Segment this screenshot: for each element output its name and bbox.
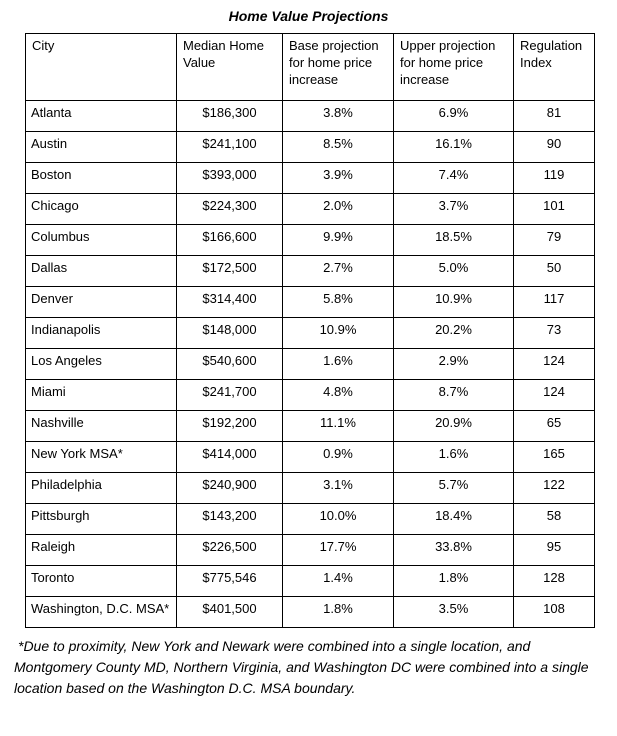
base-projection-cell: 10.0%: [283, 504, 394, 535]
city-cell: Chicago: [26, 194, 177, 225]
base-projection-cell: 2.0%: [283, 194, 394, 225]
median-value-cell: $240,900: [177, 473, 283, 504]
table-row: [26, 318, 595, 349]
upper-projection-cell: 3.5%: [394, 597, 514, 628]
median-value-cell: $143,200: [177, 504, 283, 535]
table-row: [26, 566, 595, 597]
regulation-index-cell: 81: [514, 101, 595, 132]
median-value-cell: $241,700: [177, 380, 283, 411]
page-title: Home Value Projections: [228, 8, 389, 24]
city-cell: Boston: [26, 163, 177, 194]
upper-projection-cell: 20.9%: [394, 411, 514, 442]
median-value-cell: $314,400: [177, 287, 283, 318]
city-cell: Los Angeles: [26, 349, 177, 380]
city-cell: Atlanta: [26, 101, 177, 132]
regulation-index-cell: 117: [514, 287, 595, 318]
median-value-cell: $186,300: [177, 101, 283, 132]
base-projection-cell: 2.7%: [283, 256, 394, 287]
regulation-index-cell: 124: [514, 349, 595, 380]
regulation-index-cell: 101: [514, 194, 595, 225]
city-cell: Austin: [26, 132, 177, 163]
base-projection-cell: 1.6%: [283, 349, 394, 380]
table-row: [26, 163, 595, 194]
city-cell: Indianapolis: [26, 318, 177, 349]
regulation-index-cell: 95: [514, 535, 595, 566]
table-row: [26, 194, 595, 225]
footnote-line: location based on the Washington D.C. MSA boundary.: [14, 680, 356, 696]
regulation-index-cell: 119: [514, 163, 595, 194]
upper-projection-cell: 10.9%: [394, 287, 514, 318]
upper-projection-cell: 20.2%: [394, 318, 514, 349]
upper-projection-cell: 5.0%: [394, 256, 514, 287]
median-value-cell: $148,000: [177, 318, 283, 349]
regulation-index-cell: 90: [514, 132, 595, 163]
median-value-cell: $401,500: [177, 597, 283, 628]
upper-projection-cell: 5.7%: [394, 473, 514, 504]
base-projection-cell: 5.8%: [283, 287, 394, 318]
base-projection-cell: 3.8%: [283, 101, 394, 132]
median-value-cell: $241,100: [177, 132, 283, 163]
table-row: [26, 380, 595, 411]
table-row: [26, 256, 595, 287]
upper-projection-cell: 6.9%: [394, 101, 514, 132]
median-value-cell: $166,600: [177, 225, 283, 256]
median-value-cell: $414,000: [177, 442, 283, 473]
footnote-line: *Due to proximity, New York and Newark were combined into a single location, and: [18, 638, 531, 654]
table-row: [26, 442, 595, 473]
city-cell: Miami: [26, 380, 177, 411]
city-cell: Philadelphia: [26, 473, 177, 504]
base-projection-cell: 17.7%: [283, 535, 394, 566]
column-header-median-home-value: Median Home Value: [177, 34, 283, 101]
city-cell: Pittsburgh: [26, 504, 177, 535]
column-header-upper-projection: Upper projection for home price increase: [394, 34, 514, 101]
regulation-index-cell: 58: [514, 504, 595, 535]
regulation-index-cell: 108: [514, 597, 595, 628]
table-row: [26, 504, 595, 535]
city-cell: Denver: [26, 287, 177, 318]
base-projection-cell: 0.9%: [283, 442, 394, 473]
regulation-index-cell: 124: [514, 380, 595, 411]
upper-projection-cell: 18.5%: [394, 225, 514, 256]
base-projection-cell: 11.1%: [283, 411, 394, 442]
city-cell: Dallas: [26, 256, 177, 287]
table-row: [26, 411, 595, 442]
median-value-cell: $775,546: [177, 566, 283, 597]
city-cell: Washington, D.C. MSA*: [26, 597, 177, 628]
table-row: [26, 287, 595, 318]
table-row: [26, 473, 595, 504]
median-value-cell: $192,200: [177, 411, 283, 442]
table-row: [26, 597, 595, 628]
city-cell: Toronto: [26, 566, 177, 597]
regulation-index-cell: 50: [514, 256, 595, 287]
regulation-index-cell: 73: [514, 318, 595, 349]
table-body: [26, 101, 595, 628]
regulation-index-cell: 128: [514, 566, 595, 597]
table-row: [26, 225, 595, 256]
base-projection-cell: 1.4%: [283, 566, 394, 597]
city-cell: Columbus: [26, 225, 177, 256]
base-projection-cell: 3.9%: [283, 163, 394, 194]
city-cell: Nashville: [26, 411, 177, 442]
median-value-cell: $540,600: [177, 349, 283, 380]
footnote: [14, 636, 609, 699]
upper-projection-cell: 1.6%: [394, 442, 514, 473]
base-projection-cell: 8.5%: [283, 132, 394, 163]
median-value-cell: $393,000: [177, 163, 283, 194]
table-row: [26, 101, 595, 132]
footnote-line: Montgomery County MD, Northern Virginia, and Washington DC were combined into a single: [14, 659, 589, 675]
regulation-index-cell: 79: [514, 225, 595, 256]
city-cell: New York MSA*: [26, 442, 177, 473]
column-header-base-projection: Base projection for home price increase: [283, 34, 394, 101]
base-projection-cell: 9.9%: [283, 225, 394, 256]
upper-projection-cell: 18.4%: [394, 504, 514, 535]
upper-projection-cell: 33.8%: [394, 535, 514, 566]
base-projection-cell: 1.8%: [283, 597, 394, 628]
upper-projection-cell: 7.4%: [394, 163, 514, 194]
table-row: [26, 535, 595, 566]
regulation-index-cell: 165: [514, 442, 595, 473]
upper-projection-cell: 8.7%: [394, 380, 514, 411]
median-value-cell: $172,500: [177, 256, 283, 287]
table-row: [26, 132, 595, 163]
column-header-city: City: [26, 34, 177, 101]
upper-projection-cell: 3.7%: [394, 194, 514, 225]
base-projection-cell: 3.1%: [283, 473, 394, 504]
upper-projection-cell: 1.8%: [394, 566, 514, 597]
table-header-row: [26, 34, 595, 101]
median-value-cell: $224,300: [177, 194, 283, 225]
city-cell: Raleigh: [26, 535, 177, 566]
upper-projection-cell: 16.1%: [394, 132, 514, 163]
base-projection-cell: 4.8%: [283, 380, 394, 411]
regulation-index-cell: 122: [514, 473, 595, 504]
median-value-cell: $226,500: [177, 535, 283, 566]
base-projection-cell: 10.9%: [283, 318, 394, 349]
column-header-regulation-index: Regulation Index: [514, 34, 595, 101]
table-row: [26, 349, 595, 380]
upper-projection-cell: 2.9%: [394, 349, 514, 380]
regulation-index-cell: 65: [514, 411, 595, 442]
home-value-table: [25, 33, 595, 628]
